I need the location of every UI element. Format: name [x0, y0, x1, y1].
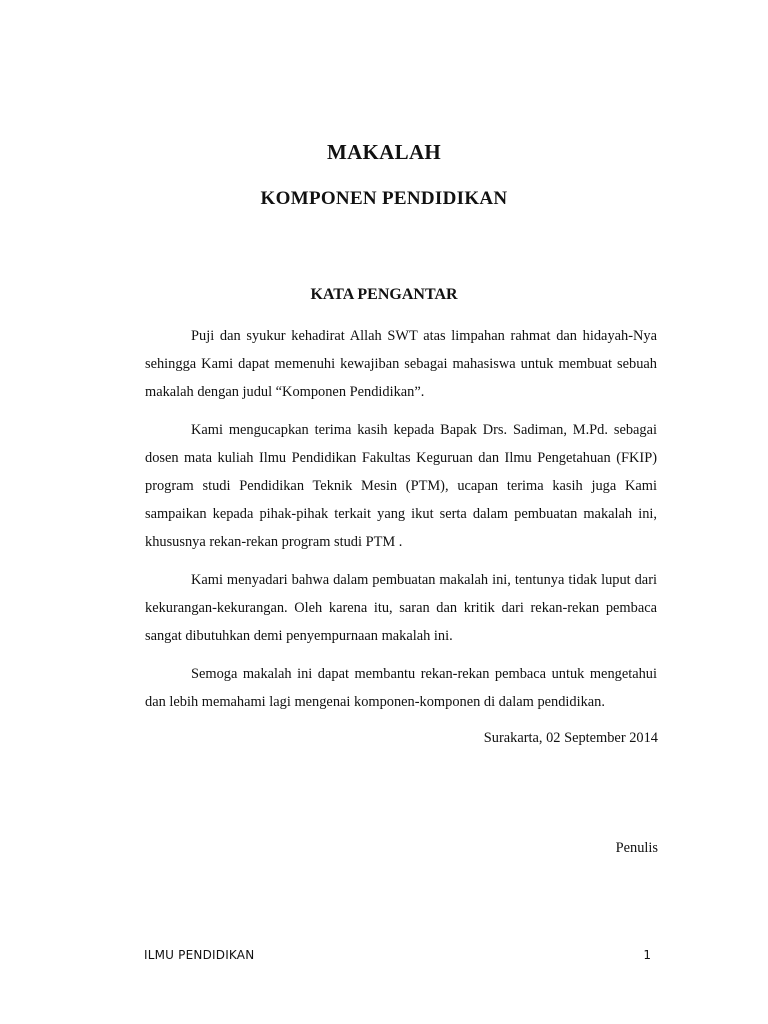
paragraph: Puji dan syukur kehadirat Allah SWT atas limpahan rahmat dan hidayah-Nya sehingga Kami dapat memenuhi kewajiban sebagai mahasiswa untuk membuat sebuah makalah dengan judul “Komponen Pendidikan”.	[145, 328, 657, 400]
author-signature: Penulis	[615, 840, 658, 856]
place-date: Surakarta, 02 September 2014	[483, 730, 658, 746]
document-title: MAKALAH	[326, 140, 442, 164]
paragraph: Kami menyadari bahwa dalam pembuatan makalah ini, tentunya tidak luput dari kekurangan-kekurangan. Oleh karena itu, saran dan kritik dari rekan-rekan pembaca sangat dibutuhkan demi penyempurnaan makalah ini.	[145, 572, 657, 644]
page-number: 1	[643, 948, 651, 962]
paragraph: Kami mengucapkan terima kasih kepada Bapak Drs. Sadiman, M.Pd. sebagai dosen mata kuliah Ilmu Pendidikan Fakultas Keguruan dan Ilmu Pengetahuan (FKIP) program studi Pendidikan Teknik Mesin (PTM), ucapan terima kasih juga Kami sampaikan kepada pihak-pihak terkait yang ikut serta dalam pembuatan makalah ini, khususnya rekan-rekan program studi PTM .	[145, 422, 657, 550]
document-subtitle: KOMPONEN PENDIDIKAN	[260, 188, 508, 209]
section-heading: KATA PENGANTAR	[310, 286, 458, 303]
paragraph: Semoga makalah ini dapat membantu rekan-rekan pembaca untuk mengetahui dan lebih memahami lagi mengenai komponen-komponen di dalam pendidikan.	[145, 666, 657, 710]
document-body	[145, 322, 657, 726]
footer-title: ILMU PENDIDIKAN	[144, 948, 255, 962]
